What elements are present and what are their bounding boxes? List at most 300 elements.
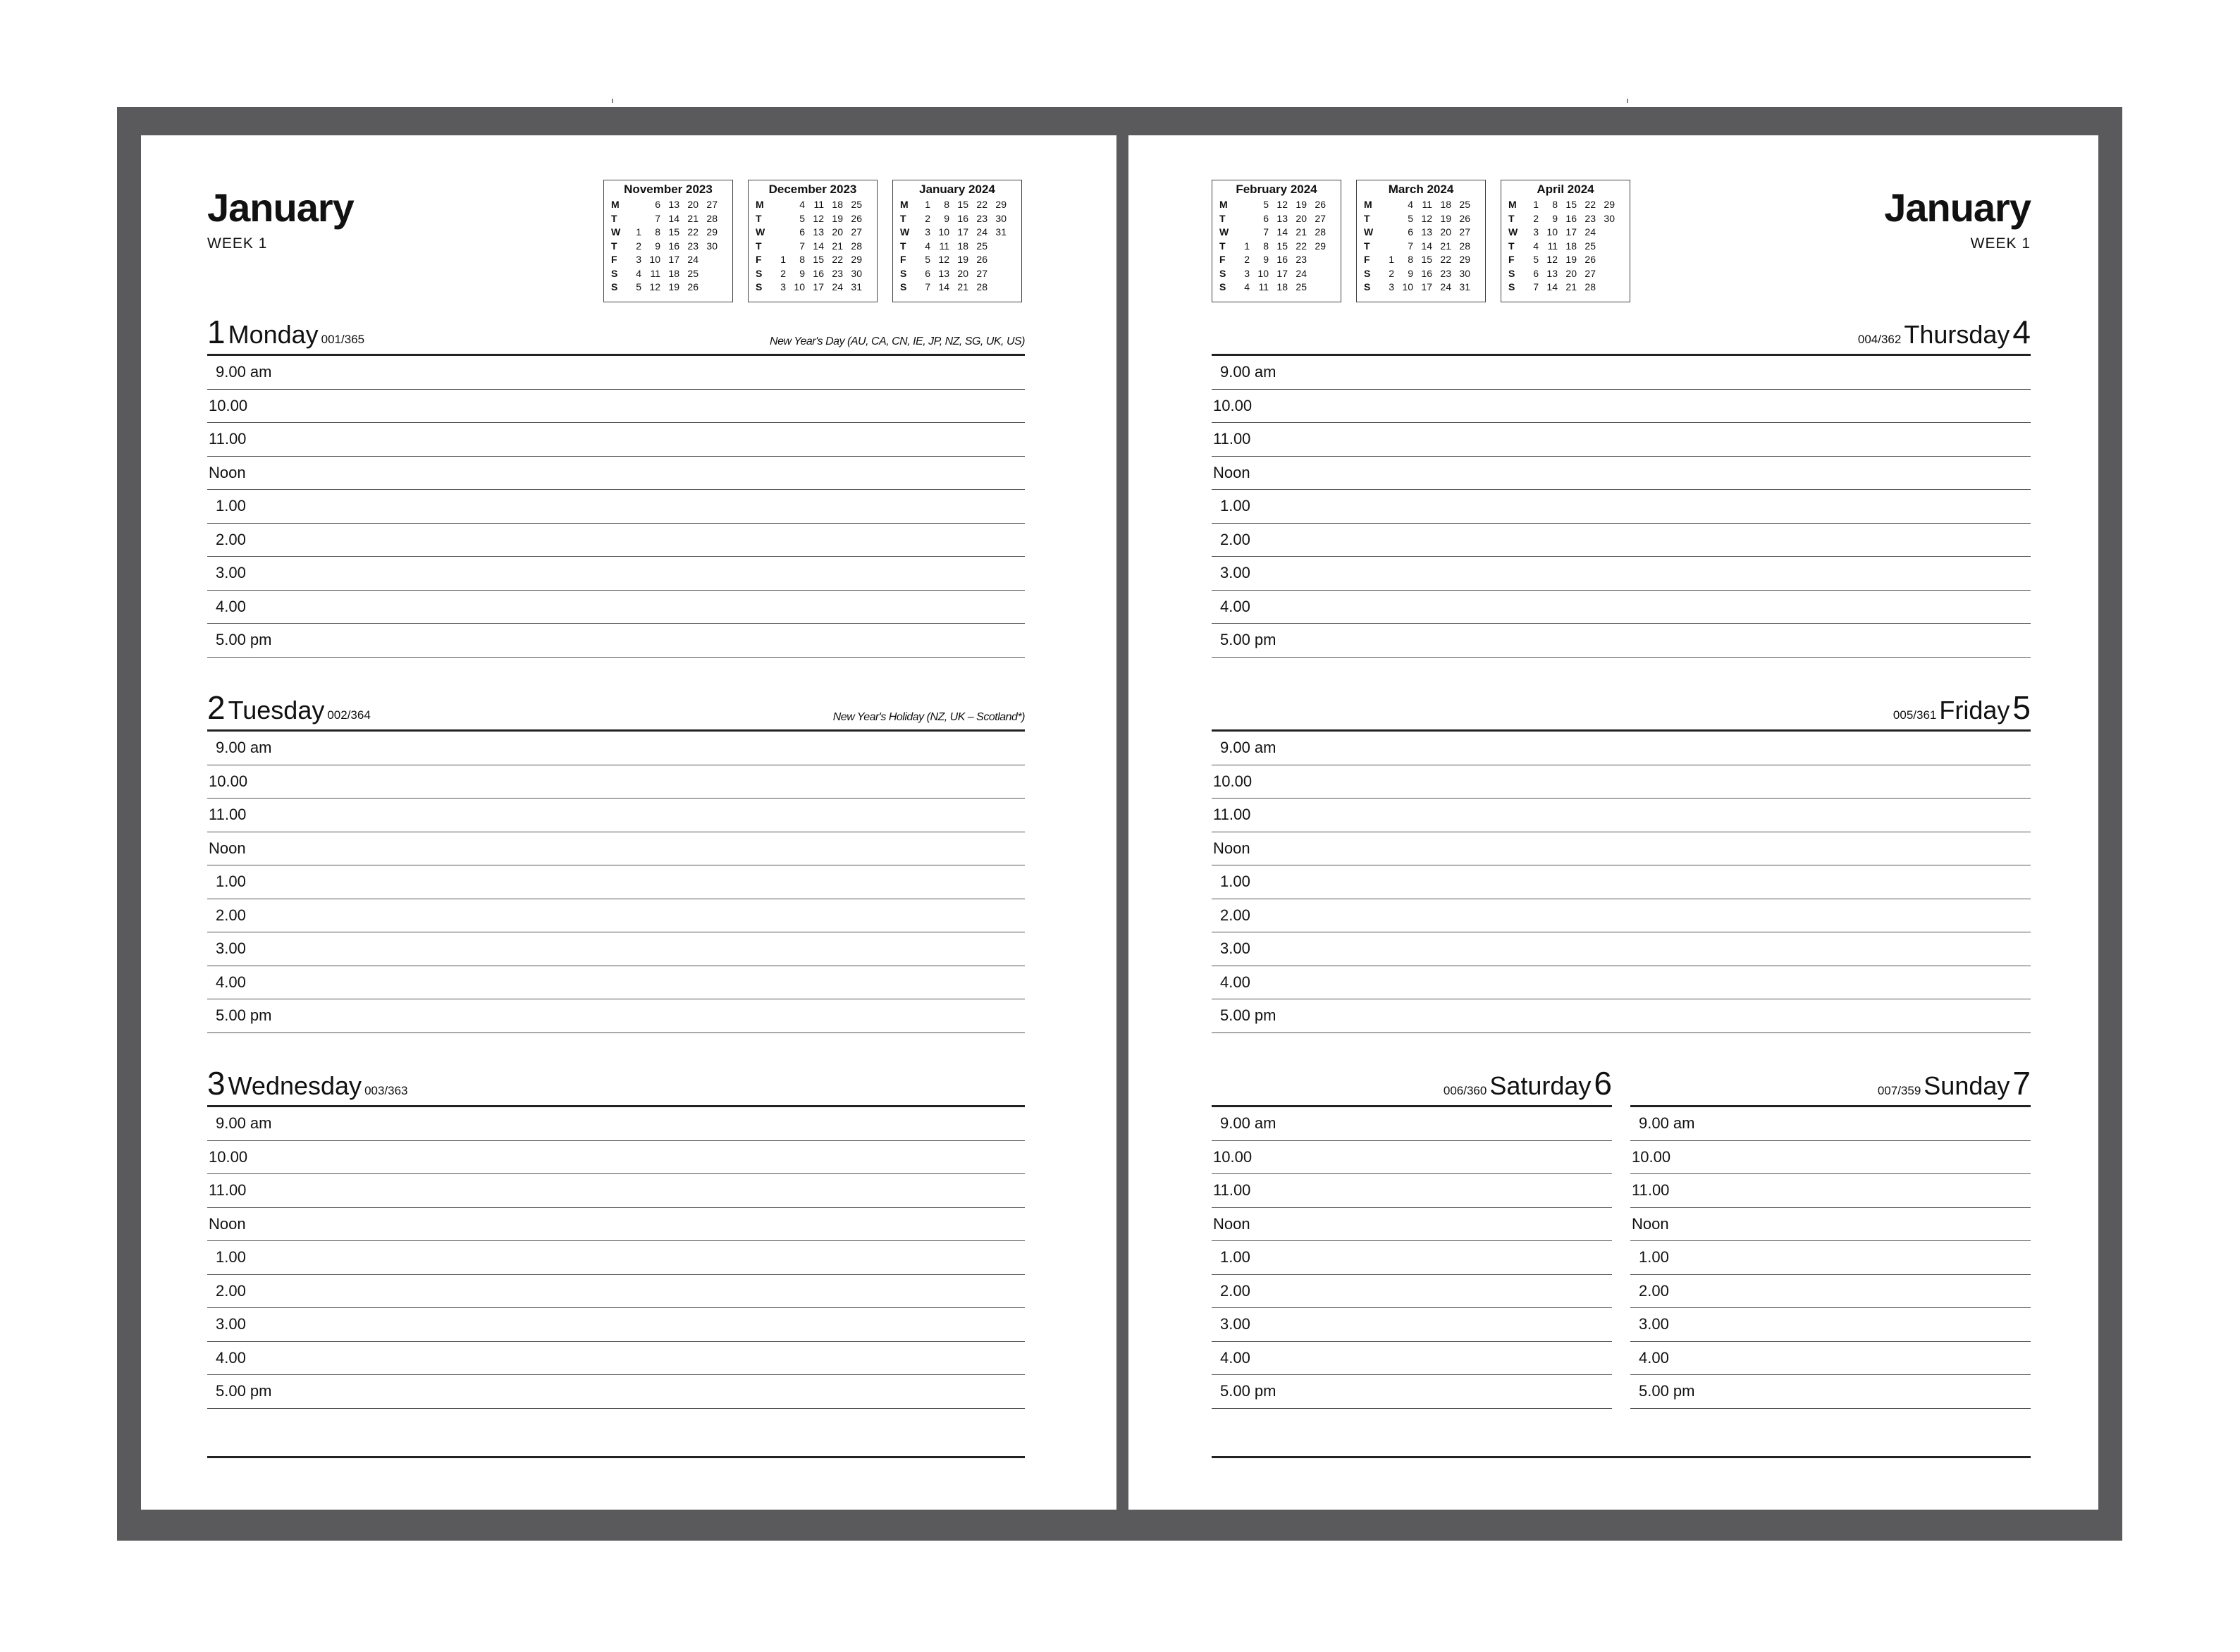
- calendar-date: 2: [636, 240, 641, 252]
- time-slot-row[interactable]: [1212, 524, 2031, 557]
- time-slot-label: 11.00: [1213, 806, 1251, 823]
- time-slot-row[interactable]: [207, 423, 1025, 457]
- time-slot-row[interactable]: [207, 1141, 1025, 1175]
- calendar-date: 7: [1263, 226, 1269, 238]
- calendar-date: 3: [636, 254, 641, 265]
- calendar-date: 2: [1244, 254, 1250, 265]
- time-slot-row[interactable]: [1212, 932, 2031, 966]
- weekday-letter: F: [1364, 254, 1370, 265]
- calendar-date: 24: [976, 226, 987, 238]
- calendar-date: 14: [813, 240, 824, 252]
- weekday-letter: F: [1508, 254, 1515, 265]
- weekday-letter: F: [1219, 254, 1226, 265]
- calendar-date: 15: [1276, 240, 1288, 252]
- mini-calendar-title: November 2023: [624, 183, 713, 196]
- weekday-letter: M: [1364, 199, 1372, 210]
- calendar-date: 11: [1547, 240, 1558, 252]
- time-slot-row[interactable]: [1212, 966, 2031, 1000]
- calendar-date: 11: [939, 240, 949, 252]
- day-block-friday: [1212, 689, 2031, 1033]
- calendar-date: 11: [1422, 199, 1432, 210]
- calendar-date: 8: [799, 254, 805, 265]
- weekday-letter: T: [900, 212, 906, 224]
- calendar-date: 31: [851, 281, 862, 292]
- time-slot-label: 2.00: [1220, 906, 1250, 924]
- time-slot-row[interactable]: [1630, 1342, 2031, 1376]
- calendar-date: [1596, 240, 1615, 254]
- calendar-date: 7: [799, 240, 805, 252]
- calendar-date: [1307, 281, 1326, 295]
- time-slot-row[interactable]: [1630, 1107, 2031, 1141]
- time-slot-row[interactable]: [207, 1241, 1025, 1275]
- calendar-date: 5: [1533, 254, 1539, 265]
- calendar-date: 30: [1459, 267, 1470, 279]
- weekday-letter: M: [900, 199, 909, 210]
- day-of-year: 006/360: [1443, 1084, 1487, 1097]
- weekday-letter: F: [756, 254, 762, 265]
- time-slot-row[interactable]: [1212, 624, 2031, 658]
- time-slot-row[interactable]: [1212, 390, 2031, 424]
- calendar-date: 12: [813, 212, 824, 224]
- calendar-date: 4: [1408, 199, 1413, 210]
- mini-calendar: [892, 180, 1022, 302]
- time-slot-row[interactable]: [1212, 1342, 1612, 1376]
- time-slot-label: 2.00: [1220, 1281, 1250, 1300]
- time-slot-row[interactable]: [1212, 557, 2031, 591]
- holiday-note: New Year's Day (AU, CA, CN, IE, JP, NZ, SG, UK, US): [770, 335, 1025, 347]
- time-slot-row[interactable]: [207, 1342, 1025, 1376]
- calendar-date: 28: [851, 240, 862, 252]
- calendar-date: [1596, 267, 1615, 281]
- time-slot-row[interactable]: [207, 1174, 1025, 1208]
- calendar-date: [987, 240, 1007, 254]
- time-slot-label: 4.00: [1639, 1348, 1669, 1367]
- time-slot-row[interactable]: [207, 490, 1025, 524]
- calendar-date: 10: [649, 254, 660, 265]
- time-slot-label: Noon: [209, 463, 246, 481]
- calendar-date: 7: [655, 212, 660, 224]
- time-slot-row[interactable]: [207, 799, 1025, 832]
- calendar-date: 14: [938, 281, 949, 292]
- time-slot-row[interactable]: [1630, 1375, 2031, 1409]
- time-slot-row[interactable]: [1630, 1308, 2031, 1342]
- calendar-date: 13: [1421, 226, 1432, 238]
- mini-calendar-title: December 2023: [768, 183, 857, 196]
- calendar-date: 18: [1440, 199, 1451, 210]
- day-title: [1855, 313, 2031, 351]
- day-block-thursday: [1212, 314, 2031, 658]
- weekday-letter: W: [900, 226, 910, 238]
- calendar-date: 9: [799, 267, 805, 279]
- calendar-date: 29: [1459, 254, 1470, 265]
- time-slot-row[interactable]: [1212, 457, 2031, 491]
- weekday-letter: W: [1219, 226, 1229, 238]
- time-slot-row[interactable]: [1212, 1107, 1612, 1141]
- time-slot-row[interactable]: [207, 732, 1025, 765]
- time-slot-row[interactable]: [1630, 1241, 2031, 1275]
- weekday-letter: S: [1508, 281, 1515, 292]
- time-slot-row[interactable]: [1212, 591, 2031, 624]
- calendar-date: 29: [1315, 240, 1326, 252]
- calendar-date: 5: [1263, 199, 1269, 210]
- day-header: [1630, 1065, 2031, 1107]
- mini-calendar-title: March 2024: [1388, 183, 1454, 196]
- calendar-date: 30: [995, 212, 1007, 224]
- day-name: Tuesday: [228, 696, 325, 725]
- day-block-sunday: [1630, 1065, 2031, 1409]
- page-bottom-rule: [1212, 1456, 2031, 1458]
- calendar-date: 27: [1584, 267, 1596, 279]
- time-slot-label: 10.00: [1213, 396, 1253, 414]
- calendar-date: 24: [1296, 267, 1307, 279]
- calendar-date: 25: [1459, 199, 1470, 210]
- calendar-date: 28: [706, 212, 718, 224]
- calendar-date: 7: [925, 281, 930, 292]
- time-slot-label: 2.00: [216, 906, 246, 924]
- calendar-date: 25: [851, 199, 862, 210]
- calendar-date: 25: [1296, 281, 1307, 292]
- time-slot-label: 10.00: [209, 1147, 248, 1166]
- calendar-date: [1307, 253, 1326, 267]
- time-slot-row[interactable]: [207, 1275, 1025, 1309]
- time-slot-label: 9.00 am: [1220, 1114, 1276, 1132]
- time-slot-label: 9.00 am: [1639, 1114, 1695, 1132]
- weekday-letter: T: [611, 212, 617, 224]
- calendar-date: [987, 267, 1007, 281]
- time-slots: [207, 732, 1025, 1033]
- calendar-date: 4: [1533, 240, 1539, 252]
- time-slots: [1212, 1107, 1612, 1409]
- weekday-letter: W: [1508, 226, 1518, 238]
- planner-spread: [117, 107, 2122, 1541]
- time-slot-label: 4.00: [216, 973, 246, 991]
- mini-calendar-title: April 2024: [1537, 183, 1594, 196]
- time-slot-row[interactable]: [1212, 490, 2031, 524]
- calendar-date: [1596, 253, 1615, 267]
- calendar-date: 15: [668, 226, 679, 238]
- calendar-date: 29: [1604, 199, 1615, 210]
- calendar-date: 29: [851, 254, 862, 265]
- day-block-saturday: [1212, 1065, 1612, 1409]
- calendar-date: 19: [668, 281, 679, 292]
- calendar-date: 27: [1315, 212, 1326, 224]
- calendar-date: 10: [938, 226, 949, 238]
- calendar-date: 13: [668, 199, 679, 210]
- mini-calendar-grid: [1219, 198, 1326, 295]
- calendar-date: 4: [1244, 281, 1250, 292]
- day-header: [1212, 1065, 1612, 1107]
- day-number: 1: [207, 314, 226, 350]
- calendar-date: 19: [1296, 199, 1307, 210]
- time-slot-row[interactable]: [207, 765, 1025, 799]
- time-slot-row[interactable]: [1212, 423, 2031, 457]
- day-of-year: 004/362: [1857, 333, 1902, 346]
- calendar-date: 20: [687, 199, 699, 210]
- calendar-date: 12: [649, 281, 660, 292]
- time-slot-row[interactable]: [1212, 899, 2031, 933]
- calendar-date: 22: [1440, 254, 1451, 265]
- calendar-date: 14: [668, 212, 679, 224]
- calendar-date: 8: [1408, 254, 1413, 265]
- calendar-date: 3: [1244, 267, 1250, 279]
- time-slot-label: 3.00: [1220, 939, 1250, 957]
- day-number: 3: [207, 1065, 226, 1102]
- calendar-date: [987, 253, 1007, 267]
- calendar-date: 16: [1565, 212, 1577, 224]
- calendar-date: 21: [957, 281, 968, 292]
- day-name: Friday: [1939, 696, 2010, 725]
- time-slot-label: 4.00: [216, 1348, 246, 1367]
- weekday-letter: T: [1219, 240, 1226, 252]
- weekday-letter: T: [1364, 240, 1370, 252]
- right-page: [1128, 135, 2098, 1510]
- time-slot-label: 11.00: [209, 1181, 247, 1199]
- left-page: [141, 135, 1116, 1510]
- time-slot-label: 1.00: [1220, 1248, 1250, 1266]
- time-slot-row[interactable]: [1212, 1141, 1612, 1175]
- calendar-date: 26: [976, 254, 987, 265]
- time-slot-row[interactable]: [207, 1107, 1025, 1141]
- day-name: Wednesday: [228, 1071, 362, 1100]
- calendar-date: 10: [1402, 281, 1413, 292]
- day-number: 4: [2012, 314, 2031, 350]
- time-slot-label: 2.00: [216, 1281, 246, 1300]
- time-slot-row[interactable]: [1212, 1208, 1612, 1242]
- calendar-date: 11: [813, 199, 824, 210]
- time-slot-label: 1.00: [1220, 873, 1250, 890]
- calendar-date: 23: [687, 240, 699, 252]
- calendar-date: 15: [1421, 254, 1432, 265]
- time-slot-label: 3.00: [216, 564, 246, 581]
- time-slot-row[interactable]: [207, 390, 1025, 424]
- time-slot-row[interactable]: [207, 524, 1025, 557]
- time-slot-label: 1.00: [216, 873, 246, 890]
- calendar-date: [699, 253, 718, 267]
- time-slot-label: 2.00: [216, 530, 246, 548]
- time-slot-label: 11.00: [1213, 1181, 1251, 1199]
- calendar-date: 23: [976, 212, 987, 224]
- time-slot-row[interactable]: [1630, 1174, 2031, 1208]
- calendar-date: [622, 198, 641, 212]
- calendar-date: 28: [1584, 281, 1596, 292]
- day-title: [207, 689, 371, 727]
- calendar-date: 26: [1459, 212, 1470, 224]
- mini-calendar: [1501, 180, 1630, 302]
- calendar-date: 9: [944, 212, 949, 224]
- time-slot-row[interactable]: [207, 356, 1025, 390]
- time-slot-row[interactable]: [1212, 1241, 1612, 1275]
- day-number: 6: [1594, 1065, 1612, 1102]
- weekday-letter: T: [1508, 212, 1515, 224]
- time-slot-row[interactable]: [207, 1375, 1025, 1409]
- day-name: Saturday: [1489, 1071, 1592, 1100]
- crop-mark: [612, 99, 613, 103]
- mini-calendar: [748, 180, 878, 302]
- calendar-date: 2: [1389, 267, 1394, 279]
- time-slot-row[interactable]: [207, 899, 1025, 933]
- time-slot-row[interactable]: [207, 865, 1025, 899]
- day-block-wednesday: [207, 1065, 1025, 1409]
- time-slot-row[interactable]: [207, 1308, 1025, 1342]
- calendar-date: 6: [1263, 212, 1269, 224]
- weekday-letter: S: [900, 267, 907, 279]
- calendar-date: 2: [1533, 212, 1539, 224]
- calendar-date: [767, 212, 786, 226]
- calendar-date: 27: [976, 267, 987, 279]
- time-slots: [1212, 732, 2031, 1033]
- time-slot-row[interactable]: [1212, 999, 2031, 1033]
- calendar-date: 9: [655, 240, 660, 252]
- weekday-letter: S: [611, 281, 618, 292]
- time-slot-label: 5.00 pm: [1220, 1006, 1276, 1024]
- time-slot-label: 4.00: [1220, 973, 1250, 991]
- time-slot-row[interactable]: [207, 1208, 1025, 1242]
- calendar-date: 19: [957, 254, 968, 265]
- weekday-letter: S: [1508, 267, 1515, 279]
- calendar-date: 6: [1408, 226, 1413, 238]
- calendar-date: 15: [957, 199, 968, 210]
- calendar-date: 16: [813, 267, 824, 279]
- calendar-date: 27: [1459, 226, 1470, 238]
- day-block-monday: [207, 314, 1025, 658]
- day-header: [207, 314, 1025, 356]
- calendar-date: 17: [957, 226, 968, 238]
- weekday-letter: T: [611, 240, 617, 252]
- day-title: [207, 1064, 408, 1102]
- calendar-date: 23: [832, 267, 843, 279]
- time-slot-label: 1.00: [216, 1248, 246, 1266]
- day-block-tuesday: [207, 689, 1025, 1033]
- time-slot-row[interactable]: [1212, 732, 2031, 765]
- time-slot-label: 10.00: [209, 772, 248, 790]
- mini-calendar-grid: [611, 198, 718, 295]
- time-slot-row[interactable]: [1212, 765, 2031, 799]
- calendar-date: 18: [957, 240, 968, 252]
- calendar-date: 26: [1584, 254, 1596, 265]
- time-slot-row[interactable]: [1630, 1141, 2031, 1175]
- day-name: Thursday: [1904, 320, 2010, 349]
- time-slot-label: 1.00: [1220, 497, 1250, 514]
- day-number: 5: [2012, 689, 2031, 726]
- time-slots: [1212, 356, 2031, 658]
- time-slot-row[interactable]: [1212, 1275, 1612, 1309]
- time-slot-label: 2.00: [1639, 1281, 1669, 1300]
- calendar-date: 9: [1552, 212, 1558, 224]
- weekday-letter: T: [1364, 212, 1370, 224]
- weekday-letter: M: [756, 199, 764, 210]
- calendar-date: 22: [976, 199, 987, 210]
- calendar-date: [1596, 226, 1615, 240]
- calendar-date: 17: [668, 254, 679, 265]
- time-slot-label: 4.00: [1220, 1348, 1250, 1367]
- calendar-date: [1231, 226, 1250, 240]
- calendar-date: 23: [1440, 267, 1451, 279]
- calendar-date: 27: [851, 226, 862, 238]
- month-title: January: [1884, 185, 2031, 230]
- time-slot-row[interactable]: [207, 999, 1025, 1033]
- calendar-date: 20: [832, 226, 843, 238]
- time-slot-label: Noon: [1213, 839, 1250, 857]
- day-of-year: 001/365: [321, 333, 365, 346]
- time-slot-row[interactable]: [207, 966, 1025, 1000]
- mini-calendar-title: February 2024: [1236, 183, 1317, 196]
- calendar-date: 25: [976, 240, 987, 252]
- calendar-date: 5: [925, 254, 930, 265]
- calendar-date: 10: [1257, 267, 1269, 279]
- weekday-letter: S: [900, 281, 907, 292]
- time-slot-label: 10.00: [1213, 772, 1253, 790]
- time-slot-row[interactable]: [1212, 1375, 1612, 1409]
- time-slot-label: 3.00: [1639, 1315, 1669, 1333]
- calendar-date: 26: [687, 281, 699, 292]
- calendar-date: 28: [1315, 226, 1326, 238]
- calendar-date: 31: [995, 226, 1007, 238]
- calendar-date: 15: [813, 254, 824, 265]
- calendar-date: 24: [1584, 226, 1596, 238]
- time-slot-row[interactable]: [1212, 1174, 1612, 1208]
- weekday-letter: S: [1364, 267, 1371, 279]
- calendar-date: 1: [1533, 199, 1539, 210]
- time-slot-row[interactable]: [207, 457, 1025, 491]
- time-slot-label: 9.00 am: [216, 739, 272, 756]
- calendar-date: 27: [706, 199, 718, 210]
- holiday-note: New Year's Holiday (NZ, UK – Scotland*): [832, 711, 1025, 723]
- calendar-date: 1: [1389, 254, 1394, 265]
- calendar-date: 16: [668, 240, 679, 252]
- day-name: Sunday: [1924, 1071, 2010, 1100]
- calendar-date: 5: [636, 281, 641, 292]
- calendar-date: 26: [851, 212, 862, 224]
- weekday-letter: F: [611, 254, 617, 265]
- calendar-date: 11: [1258, 281, 1269, 292]
- time-slot-label: 1.00: [216, 497, 246, 514]
- calendar-date: 1: [925, 199, 930, 210]
- calendar-date: 16: [1276, 254, 1288, 265]
- weekday-letter: T: [756, 212, 762, 224]
- calendar-date: 22: [832, 254, 843, 265]
- time-slot-row[interactable]: [1212, 1308, 1612, 1342]
- calendar-date: 13: [1546, 267, 1558, 279]
- time-slot-label: Noon: [209, 1214, 246, 1233]
- time-slot-row[interactable]: [1212, 832, 2031, 866]
- time-slot-label: 2.00: [1220, 530, 1250, 548]
- day-name: Monday: [228, 320, 319, 349]
- mini-calendar: [603, 180, 733, 302]
- day-of-year: 003/363: [364, 1084, 408, 1097]
- calendar-date: [622, 212, 641, 226]
- calendar-date: [1231, 198, 1250, 212]
- time-slot-row[interactable]: [1212, 799, 2031, 832]
- time-slot-label: Noon: [209, 839, 246, 857]
- time-slot-label: 5.00 pm: [216, 1006, 272, 1024]
- calendar-date: 21: [687, 212, 699, 224]
- time-slot-row[interactable]: [1212, 356, 2031, 390]
- time-slot-row[interactable]: [207, 591, 1025, 624]
- time-slot-row[interactable]: [1630, 1208, 2031, 1242]
- calendar-date: 4: [799, 199, 805, 210]
- time-slot-row[interactable]: [207, 832, 1025, 866]
- time-slot-row[interactable]: [207, 557, 1025, 591]
- time-slot-row[interactable]: [1212, 865, 2031, 899]
- time-slot-row[interactable]: [1630, 1275, 2031, 1309]
- calendar-date: 28: [976, 281, 987, 292]
- time-slot-row[interactable]: [207, 932, 1025, 966]
- time-slots: [207, 1107, 1025, 1409]
- weekday-letter: S: [1364, 281, 1371, 292]
- time-slot-label: Noon: [1213, 1214, 1250, 1233]
- calendar-date: 18: [1276, 281, 1288, 292]
- time-slot-row[interactable]: [207, 624, 1025, 658]
